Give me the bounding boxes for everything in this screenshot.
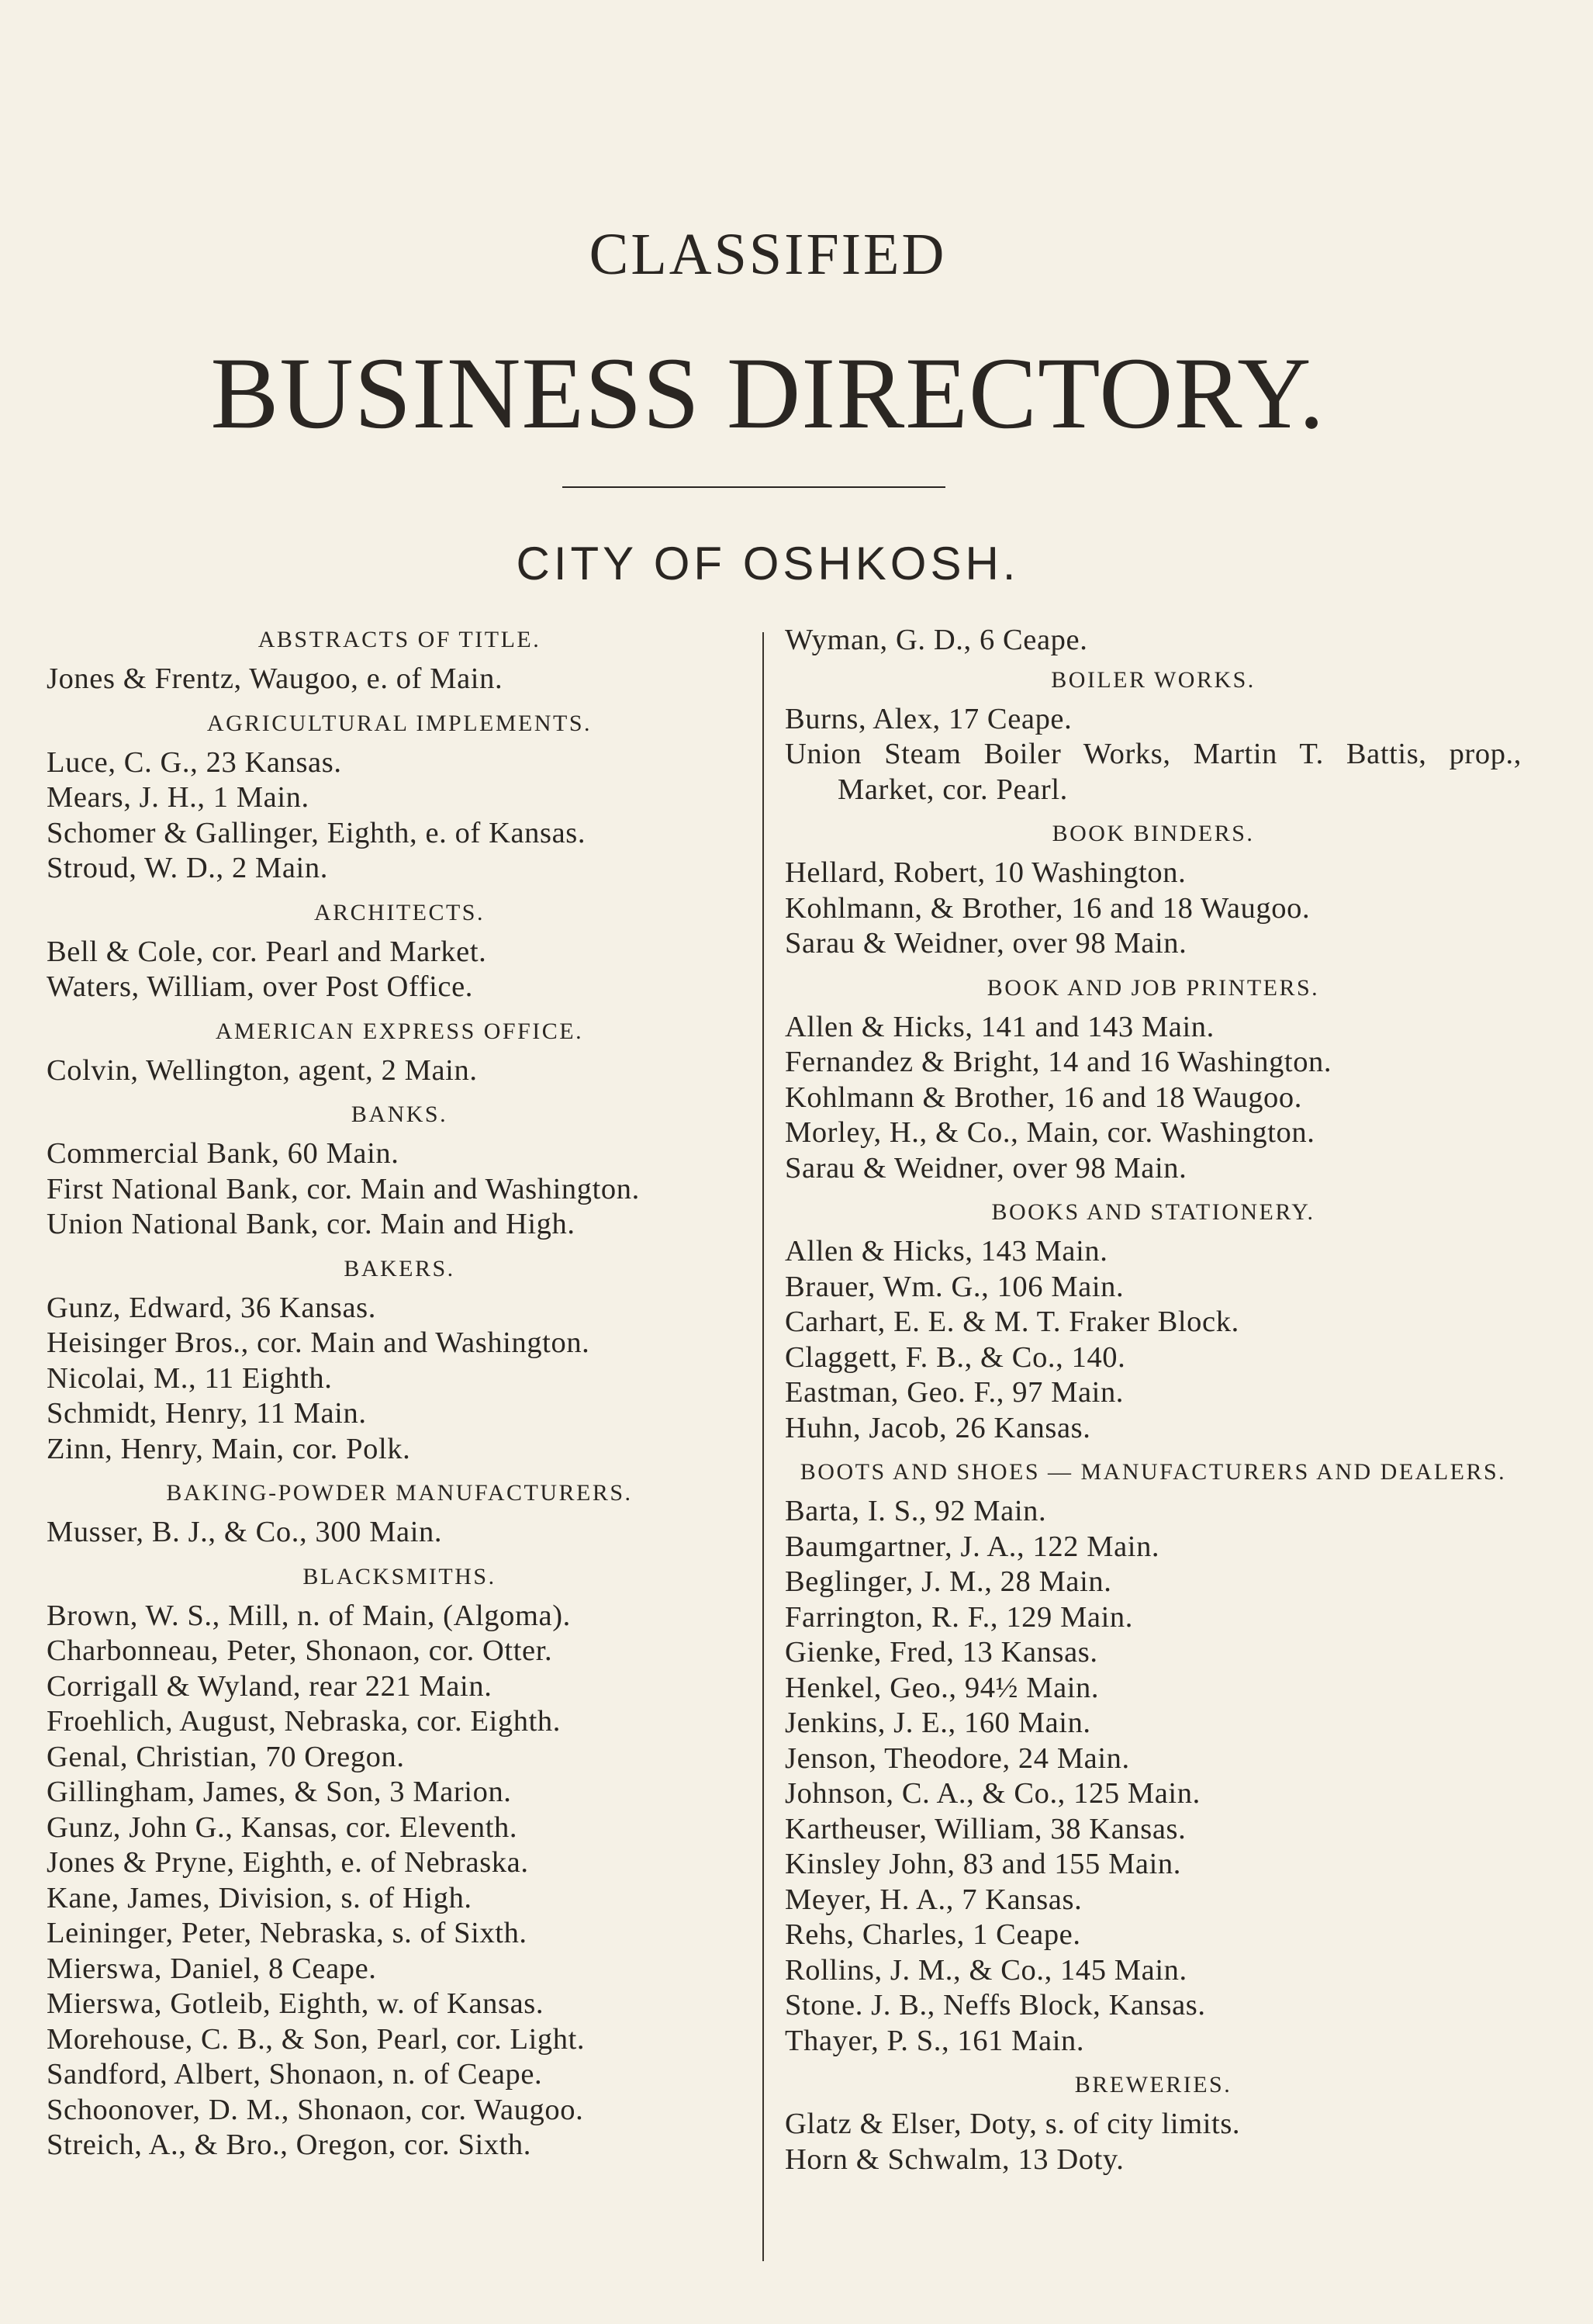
section-heading: BOOK BINDERS. xyxy=(1052,821,1255,846)
directory-entry: Kinsley John, 83 and 155 Main. xyxy=(785,1848,1181,1880)
directory-entry: Brauer, Wm. G., 106 Main. xyxy=(785,1270,1125,1303)
directory-entry: Farrington, R. F., 129 Main. xyxy=(785,1600,1133,1634)
directory-entry: Union Steam Boiler Works, Martin T. Battis, prop., Market, cor. Pearl. xyxy=(785,738,1522,806)
directory-entry: Rehs, Charles, 1 Ceape. xyxy=(785,1918,1081,1951)
directory-entry: Schomer & Gallinger, Eighth, e. of Kansas. xyxy=(47,816,586,849)
directory-entry: Meyer, H. A., 7 Kansas. xyxy=(785,1883,1083,1916)
directory-entry: Henkel, Geo., 94½ Main. xyxy=(785,1671,1100,1704)
directory-entry: Jenkins, J. E., 160 Main. xyxy=(785,1707,1091,1739)
directory-entry: Kohlmann, & Brother, 16 and 18 Waugoo. xyxy=(785,891,1311,925)
directory-entry: Zinn, Henry, Main, cor. Polk. xyxy=(47,1432,411,1465)
directory-entry: Kartheuser, William, 38 Kansas. xyxy=(785,1812,1187,1845)
directory-entry: Gunz, John G., Kansas, cor. Eleventh. xyxy=(47,1810,518,1844)
directory-entry: Kane, James, Division, s. of High. xyxy=(47,1881,472,1914)
directory-section xyxy=(47,707,752,887)
section-heading: BOOKS AND STATIONERY. xyxy=(991,1199,1315,1225)
directory-entry: Mierswa, Daniel, 8 Ceape. xyxy=(47,1952,377,1985)
title-business-directory: BUSINESS DIRECTORY. xyxy=(210,336,1325,450)
directory-entry: Mears, J. H., 1 Main. xyxy=(47,781,309,814)
directory-entry: Huhn, Jacob, 26 Kansas. xyxy=(785,1411,1091,1444)
directory-entry: Jones & Frentz, Waugoo, e. of Main. xyxy=(47,662,503,695)
directory-section xyxy=(785,971,1522,1187)
directory-entry: Nicolai, M., 11 Eighth. xyxy=(47,1361,333,1395)
directory-entry: Leininger, Peter, Nebraska, s. of Sixth. xyxy=(47,1917,527,1949)
section-heading: BOOTS AND SHOES — MANUFACTURERS AND DEALERS. xyxy=(800,1459,1507,1485)
directory-entry: Waters, William, over Post Office. xyxy=(47,970,474,1003)
directory-entry: Sandford, Albert, Shonaon, n. of Ceape. xyxy=(47,2058,543,2091)
directory-entry: Schmidt, Henry, 11 Main. xyxy=(47,1397,367,1430)
directory-entry: Charbonneau, Peter, Shonaon, cor. Otter. xyxy=(47,1634,553,1667)
directory-section xyxy=(785,2068,1522,2177)
directory-entry: Heisinger Bros., cor. Main and Washington. xyxy=(47,1326,590,1359)
title-rule xyxy=(562,486,945,488)
directory-entry: Stone. J. B., Neffs Block, Kansas. xyxy=(785,1989,1206,2021)
directory-entry: Morley, H., & Co., Main, cor. Washington. xyxy=(785,1116,1315,1149)
directory-section xyxy=(47,1560,752,2163)
directory-entry: Bell & Cole, cor. Pearl and Market. xyxy=(47,935,487,968)
city-heading: CITY OF OSHKOSH. xyxy=(516,538,1020,590)
section-heading: BOILER WORKS. xyxy=(1051,666,1256,693)
directory-entry: Streich, A., & Bro., Oregon, cor. Sixth. xyxy=(47,2129,531,2161)
directory-entry: Baumgartner, J. A., 122 Main. xyxy=(785,1530,1160,1563)
right-column xyxy=(785,623,1522,2177)
section-heading: AGRICULTURAL IMPLEMENTS. xyxy=(206,710,593,736)
title-classified: CLASSIFIED xyxy=(589,222,947,287)
directory-entry: Horn & Schwalm, 13 Doty. xyxy=(785,2142,1125,2176)
directory-entry: Beglinger, J. M., 28 Main. xyxy=(785,1565,1112,1598)
column-divider xyxy=(762,632,764,2261)
directory-entry: Barta, I. S., 92 Main. xyxy=(785,1495,1047,1527)
directory-entry: Morehouse, C. B., & Son, Pearl, cor. Light. xyxy=(47,2022,586,2056)
directory-entry: Wyman, G. D., 6 Ceape. xyxy=(785,624,1088,656)
directory-entry: Rollins, J. M., & Co., 145 Main. xyxy=(785,1953,1187,1987)
directory-entry: Mierswa, Gotleib, Eighth, w. of Kansas. xyxy=(47,1987,544,2020)
directory-entry: Gunz, Edward, 36 Kansas. xyxy=(47,1291,376,1324)
directory-entry: Jenson, Theodore, 24 Main. xyxy=(785,1741,1130,1775)
directory-section xyxy=(47,623,752,697)
directory-entry: Genal, Christian, 70 Oregon. xyxy=(47,1740,405,1773)
directory-entry: Thayer, P. S., 161 Main. xyxy=(785,2024,1085,2057)
directory-section xyxy=(47,1252,752,1468)
directory-entry: Luce, C. G., 23 Kansas. xyxy=(47,745,342,779)
section-heading: ARCHITECTS. xyxy=(313,899,485,925)
directory-entry: Fernandez & Bright, 14 and 16 Washington. xyxy=(785,1046,1332,1078)
directory-section xyxy=(785,817,1522,962)
directory-entry: Schoonover, D. M., Shonaon, cor. Waugoo. xyxy=(47,2093,584,2126)
directory-section xyxy=(47,1098,752,1243)
section-heading: BREWERIES. xyxy=(1074,2072,1232,2097)
directory-entry: Gillingham, James, & Son, 3 Marion. xyxy=(47,1776,512,1808)
directory-entry: Burns, Alex, 17 Ceape. xyxy=(785,702,1073,735)
section-heading: ABSTRACTS OF TITLE. xyxy=(257,627,541,652)
section-heading: AMERICAN EXPRESS OFFICE. xyxy=(215,1018,584,1044)
directory-entry: Jones & Pryne, Eighth, e. of Nebraska. xyxy=(47,1846,529,1879)
directory-entry: Froehlich, August, Nebraska, cor. Eighth. xyxy=(47,1705,561,1738)
directory-entry: Glatz & Elser, Doty, s. of city limits. xyxy=(785,2108,1241,2140)
directory-entry: Claggett, F. B., & Co., 140. xyxy=(785,1340,1126,1374)
directory-section xyxy=(785,663,1522,808)
section-heading: BAKERS. xyxy=(344,1255,455,1281)
directory-entry: Colvin, Wellington, agent, 2 Main. xyxy=(47,1053,478,1087)
directory-entry: Commercial Bank, 60 Main. xyxy=(47,1137,399,1170)
directory-entry: Allen & Hicks, 141 and 143 Main. xyxy=(785,1010,1215,1043)
directory-section xyxy=(785,1455,1522,2059)
directory-entry: Allen & Hicks, 143 Main. xyxy=(785,1235,1108,1267)
directory-entry: Corrigall & Wyland, rear 221 Main. xyxy=(47,1669,492,1703)
left-column xyxy=(47,623,752,2163)
section-heading: BLACKSMITHS. xyxy=(302,1563,496,1589)
directory-section xyxy=(47,896,752,1005)
directory-entry: Sarau & Weidner, over 98 Main. xyxy=(785,927,1187,960)
directory-entry: Carhart, E. E. & M. T. Fraker Block. xyxy=(785,1306,1239,1338)
directory-entry: Sarau & Weidner, over 98 Main. xyxy=(785,1151,1187,1184)
directory-section xyxy=(47,1015,752,1089)
directory-entry: First National Bank, cor. Main and Washington. xyxy=(47,1172,640,1205)
directory-section xyxy=(47,1476,752,1551)
directory-entry: Musser, B. J., & Co., 300 Main. xyxy=(47,1516,443,1548)
directory-entry: Hellard, Robert, 10 Washington. xyxy=(785,856,1187,889)
directory-entry: Johnson, C. A., & Co., 125 Main. xyxy=(785,1777,1201,1810)
directory-entry: Union National Bank, cor. Main and High. xyxy=(47,1208,575,1240)
section-heading: BANKS. xyxy=(351,1101,448,1127)
directory-entry: Brown, W. S., Mill, n. of Main, (Algoma). xyxy=(47,1599,571,1632)
directory-section xyxy=(785,1195,1522,1446)
directory-entry: Kohlmann & Brother, 16 and 18 Waugoo. xyxy=(785,1081,1302,1114)
directory-entry: Gienke, Fred, 13 Kansas. xyxy=(785,1636,1098,1669)
section-heading: BAKING-POWDER MANUFACTURERS. xyxy=(166,1480,633,1506)
section-heading: BOOK AND JOB PRINTERS. xyxy=(987,974,1320,1001)
directory-entry: Eastman, Geo. F., 97 Main. xyxy=(785,1376,1125,1409)
directory-entry: Stroud, W. D., 2 Main. xyxy=(47,852,328,884)
